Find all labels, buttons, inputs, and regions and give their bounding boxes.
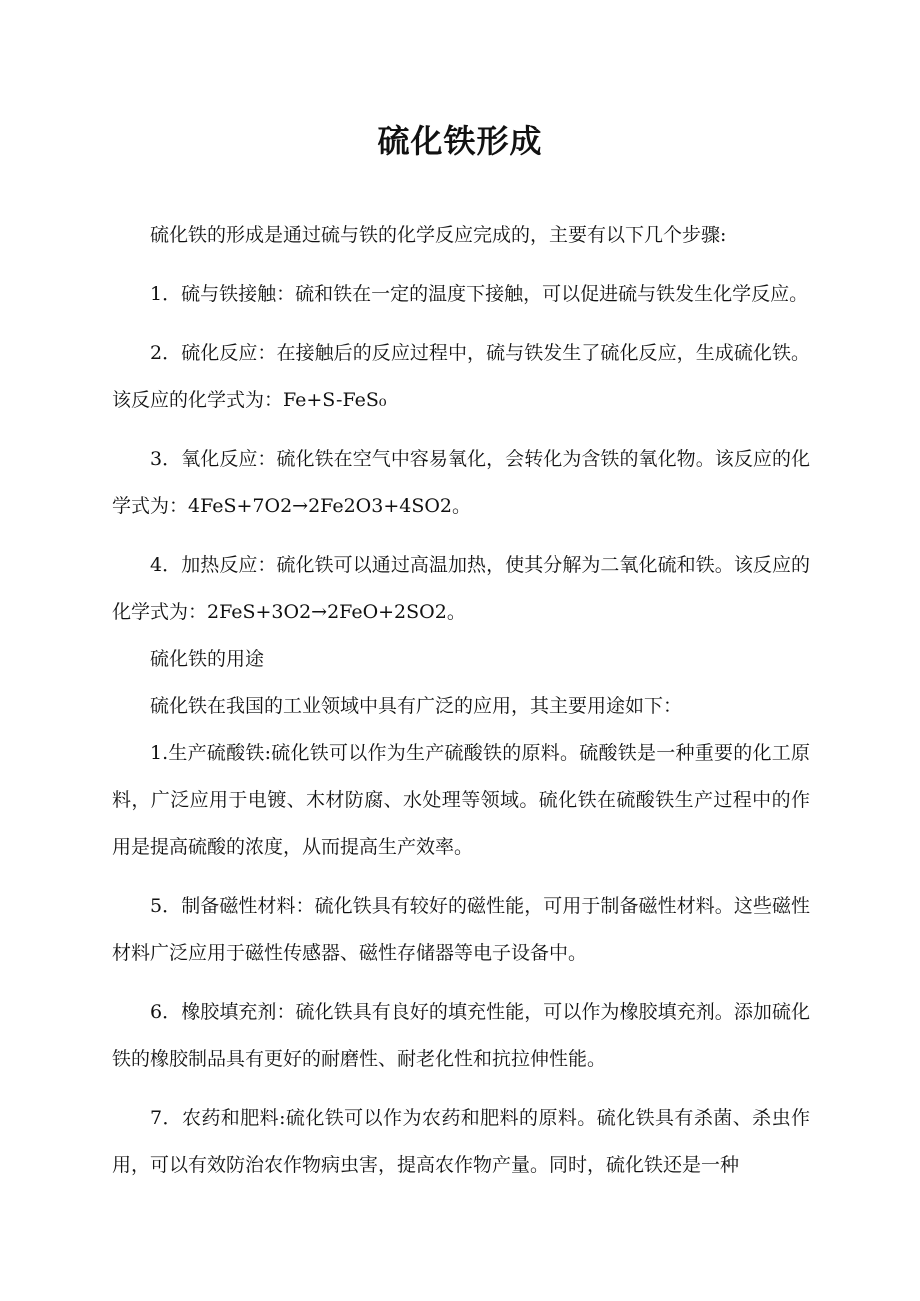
paragraph-step-2: 2．硫化反应：在接触后的反应过程中，硫与铁发生了硫化反应，生成硫化铁。该反应的化学式为：Fe+S-FeS₀ <box>112 342 810 411</box>
paragraph-use-7: 7．农药和肥料:硫化铁可以作为农药和肥料的原料。硫化铁具有杀菌、杀虫作用，可以有效防治农作物病虫害，提高农作物产量。同时，硫化铁还是一种 <box>112 1107 810 1176</box>
paragraph-step-1: 1．硫与铁接触：硫和铁在一定的温度下接触，可以促进硫与铁发生化学反应。 <box>150 283 809 305</box>
paragraph-use-5: 5．制备磁性材料：硫化铁具有较好的磁性能，可用于制备磁性材料。这些磁性材料广泛应用于磁性传感器、磁性存储器等电子设备中。 <box>112 895 810 964</box>
paragraph-step-3: 3．氧化反应：硫化铁在空气中容易氧化，会转化为含铁的氧化物。该反应的化学式为：4FeS+7O2→2Fe2O3+4SO2。 <box>112 448 810 517</box>
paragraph-step-4: 4．加热反应：硫化铁可以通过高温加热，使其分解为二氧化硫和铁。该反应的化学式为：2FeS+3O2→2FeO+2SO2。 <box>112 554 810 623</box>
paragraph-intro: 硫化铁的形成是通过硫与铁的化学反应完成的，主要有以下几个步骤: <box>150 224 727 246</box>
document-body <box>112 212 810 1201</box>
section-heading-uses: 硫化铁的用途 <box>150 648 265 670</box>
paragraph-uses-intro: 硫化铁在我国的工业领域中具有广泛的应用，其主要用途如下： <box>150 695 683 717</box>
paragraph-use-1: 1.生产硫酸铁:硫化铁可以作为生产硫酸铁的原料。硫酸铁是一种重要的化工原料，广泛应用于电镀、木材防腐、水处理等领域。硫化铁在硫酸铁生产过程中的作用是提高硫酸的浓度，从而提高生产效率。 <box>112 742 810 858</box>
paragraph-use-6: 6．橡胶填充剂：硫化铁具有良好的填充性能，可以作为橡胶填充剂。添加硫化铁的橡胶制品具有更好的耐磨性、耐老化性和抗拉伸性能。 <box>112 1001 810 1070</box>
document-title: 硫化铁形成 <box>377 122 543 160</box>
